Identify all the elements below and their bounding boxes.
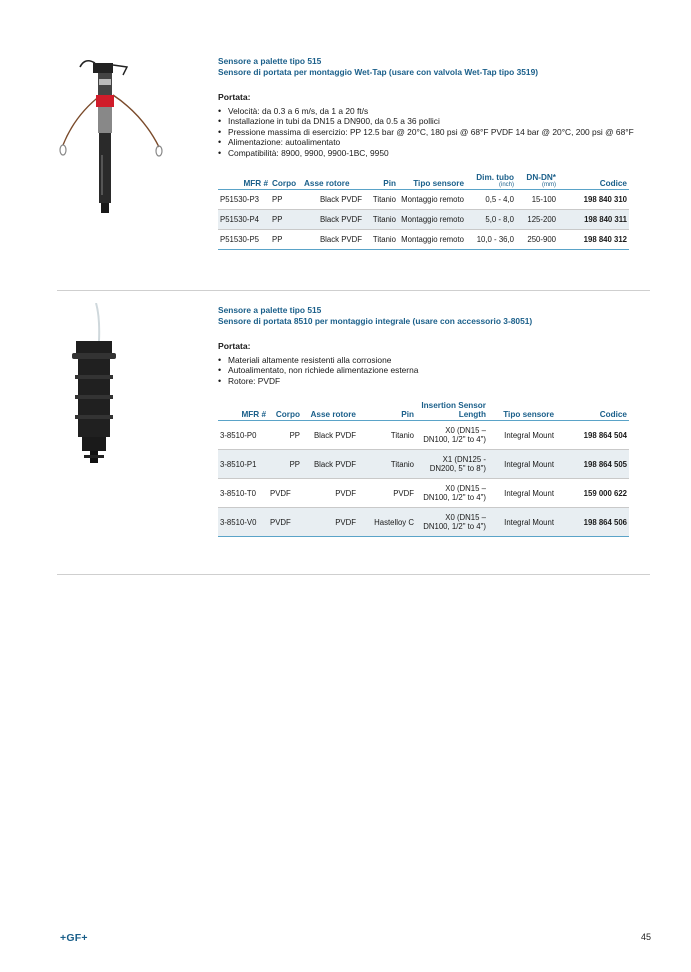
cell-asse: PVDF [302,508,358,537]
col-header-codice: Codice [599,179,627,189]
cell-codice: 198 840 310 [583,195,627,205]
cell-codice: 198 840 311 [558,210,629,230]
cell-asse: Black PVDF [319,195,362,205]
cell-insertion: X0 (DN15 – DN100, 1/2" to 4") [423,426,486,445]
cell-corpo: PVDF [270,488,291,498]
cell-asse: Black PVDF [302,210,364,230]
col-header-codice: Codice [599,410,627,420]
cell-tipo: Integral Mount [504,488,554,498]
cell-mfr: 3-8510-T0 [220,488,256,498]
paddlewheel-sensor-8510-image [66,303,126,475]
col-header-tipo-sensore: Tipo sensore [413,179,464,189]
col-header-dn [516,172,558,190]
table-row [218,479,629,508]
table-row [218,190,629,210]
section-divider [57,574,650,575]
product-1-title: Sensore a palette tipo 515 [218,56,322,66]
col-header-mfr: MFR # [243,179,268,189]
product-2-subtitle: Sensore di portata 8510 per montaggio integrale (usare con accessorio 3-8051) [218,316,533,326]
cell-pin: Titanio [364,210,398,230]
cell-corpo: PP [289,430,300,440]
col-header-corpo: Corpo [275,410,300,420]
cell-pin: Titanio [372,235,396,245]
col-header-pin: Pin [401,410,414,420]
spec-item: • Rotore: PVDF [218,376,648,386]
col-header-pin: Pin [383,179,396,189]
gf-logo: +GF+ [60,932,88,944]
cell-corpo: PP [272,235,283,245]
table-row [218,230,629,250]
cell-tipo: Montaggio remoto [401,195,464,205]
cell-pin: Titanio [358,450,416,479]
spec-item: • Materiali altamente resistenti alla corrosione [218,355,648,365]
spec-item: • Installazione in tubi da DN15 a DN900, da 0.5 a 36 pollici [218,116,648,126]
spec-item: • Alimentazione: autoalimentato [218,137,648,147]
cell-corpo: PVDF [268,508,302,537]
table-row [218,421,629,450]
product-2-title: Sensore a palette tipo 515 [218,305,322,315]
product-1-content [218,56,648,250]
cell-tipo: Integral Mount [488,450,556,479]
product-1-table [218,172,629,250]
col-header-corpo: Corpo [272,179,297,189]
dim-tubo-unit: (inch) [498,182,514,189]
section-divider [57,290,650,291]
table-row [218,450,629,479]
page-number: 45 [640,932,651,942]
product-2-table [218,400,629,537]
product-2-content [218,305,648,537]
cell-dn: 250-900 [527,235,556,245]
table-row [218,210,629,230]
cell-insertion: X1 (DN125 - DN200, 5" to 8") [416,450,488,479]
cell-codice: 198 864 505 [556,450,629,479]
cell-dim: 5,0 - 8,0 [466,210,516,230]
cell-pin: PVDF [393,488,414,498]
product-1-specs-list [218,106,648,158]
product-1-subtitle: Sensore di portata per montaggio Wet-Tap (usare con valvola Wet-Tap tipo 3519) [218,67,539,77]
cell-dim: 0,5 - 4,0 [485,195,514,205]
cell-mfr: 3-8510-P1 [218,450,268,479]
spec-item: • Autoalimentato, non richiede alimentazione esterna [218,365,648,375]
cell-tipo: Montaggio remoto [401,235,464,245]
cell-codice: 159 000 622 [583,488,627,498]
paddlewheel-sensor-wettap-image [55,55,170,220]
cell-codice: 198 864 506 [556,508,629,537]
col-header-tipo-sensore: Tipo sensore [503,410,554,420]
cell-corpo: PP [268,450,302,479]
col-header-mfr: MFR # [241,410,266,420]
cell-asse: PVDF [335,488,356,498]
col-header-insertion-length: Insertion Sensor Length [421,401,486,420]
cell-corpo: PP [272,195,283,205]
cell-mfr: P51530-P5 [220,235,260,245]
product-1-portata-label: Portata: [218,92,251,102]
product-2-specs-list [218,355,648,386]
cell-corpo: PP [270,210,302,230]
cell-asse: Black PVDF [319,235,362,245]
spec-item: • Compatibilità: 8900, 9900, 9900-1BC, 9950 [218,148,648,158]
spec-item: • Pressione massima di esercizio: PP 12.5 bar @ 20°C, 180 psi @ 68°F PVDF 14 bar @ 20°C, 200 psi @ 68°F [218,127,648,137]
cell-insertion: X0 (DN15 – DN100, 1/2" to 4") [423,484,486,503]
cell-asse: Black PVDF [313,430,356,440]
col-header-asse-rotore: Asse rotore [310,410,356,420]
dim-tubo-label: Dim. tubo [476,173,514,183]
product-2-portata-label: Portata: [218,341,251,351]
dn-label: DN-DN* [526,173,556,183]
cell-tipo: Montaggio remoto [398,210,466,230]
cell-pin: Hastelloy C [358,508,416,537]
cell-tipo: Integral Mount [504,430,554,440]
col-header-asse-rotore: Asse rotore [304,179,350,189]
cell-mfr: 3-8510-P0 [220,430,257,440]
cell-mfr: 3-8510-V0 [218,508,268,537]
cell-mfr: P51530-P4 [218,210,270,230]
cell-dn: 15-100 [531,195,556,205]
cell-codice: 198 864 504 [583,430,627,440]
cell-pin: Titanio [390,430,414,440]
cell-asse: Black PVDF [302,450,358,479]
cell-dim: 10,0 - 36,0 [476,235,514,245]
spec-item: • Velocità: da 0.3 a 6 m/s, da 1 a 20 ft/s [218,106,648,116]
cell-codice: 198 840 312 [583,235,627,245]
table-row [218,508,629,537]
cell-insertion: X0 (DN15 – DN100, 1/2" to 4") [416,508,488,537]
cell-dn: 125-200 [516,210,558,230]
col-header-dim-tubo [466,172,516,190]
dn-unit: (mm) [542,182,556,189]
cell-tipo: Integral Mount [488,508,556,537]
cell-pin: Titanio [372,195,396,205]
cell-mfr: P51530-P3 [220,195,260,205]
